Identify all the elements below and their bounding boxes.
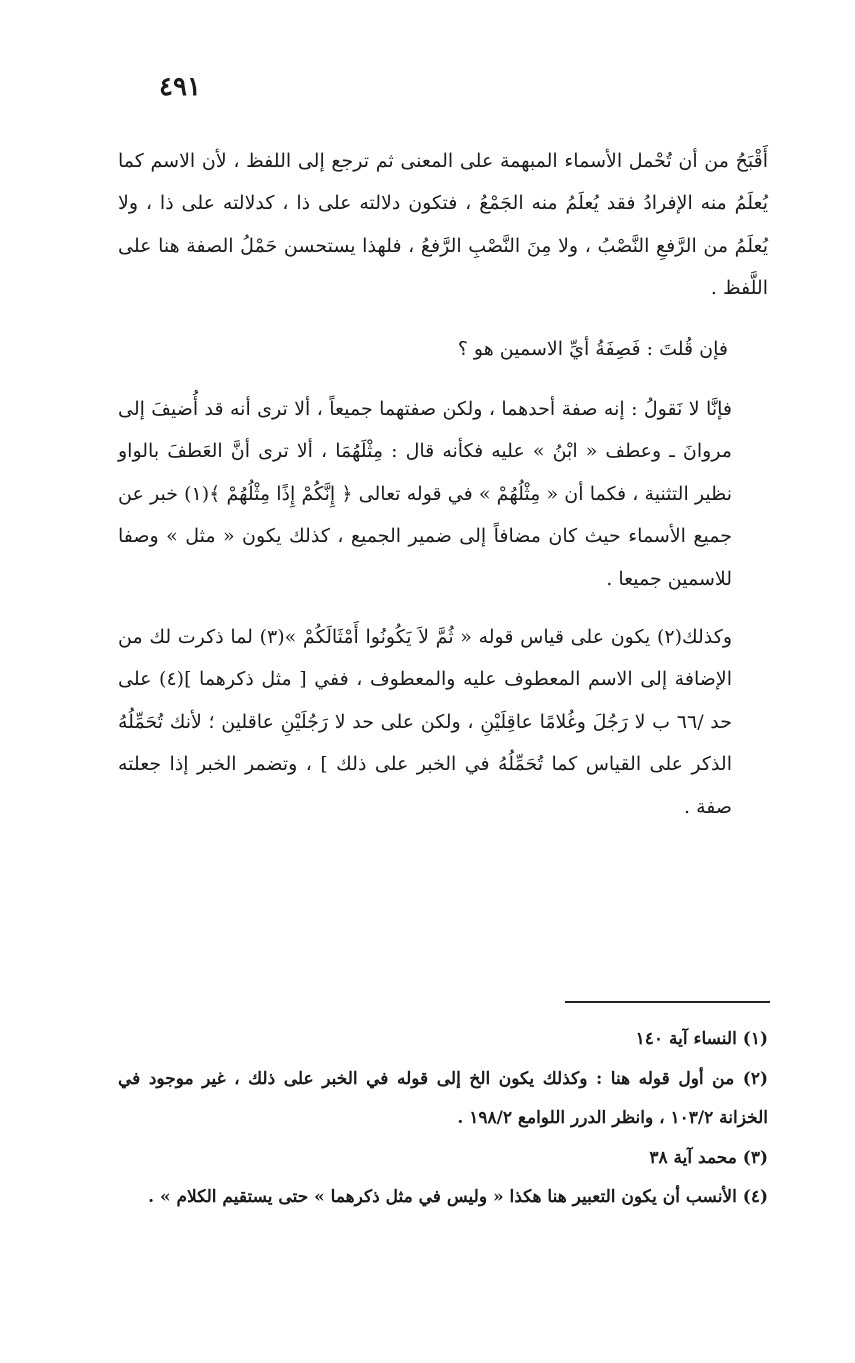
paragraph-4: وكذلك(٢) يكون على قياس قوله « ثُمَّ لاَ يَكُونُوا أَمْثَالَكُمْ »(٣) لما ذكرت لك من الإضافة إلى الاسم المعطوف عليه والمعطوف ، ففي [ مثل ذكرهما ](٤) على حد /٦٦ ب لا رَجُلَ وغُلامًا عاقِلَيْنِ ، ولكن على حد لا رَجُلَيْنِ عاقلين ؛ لأنك تُحَمِّلُهُ الذكر على القياس كما تُحَمِّلُهُ في الخبر على ذلك ] ، وتضمر الخبر إذا جعلته صفة . [118, 626, 733, 818]
paragraph-2: فإن قُلتَ : فَصِفَةُ أيِّ الاسمين هو ؟ [457, 337, 728, 360]
page-number: ٤٩١ [159, 72, 201, 102]
footnotes [118, 1020, 768, 1218]
main-text [118, 140, 768, 828]
footnote-3: (٣) محمد آية ٣٨ [649, 1147, 768, 1168]
footnote-1: (١) النساء آية ١٤٠ [635, 1029, 768, 1049]
footnote-2: (٢) من أول قوله هنا : وكذلك يكون الخ إلى قوله في الخبر على ذلك ، غير موجود في الخزانة ١٠٣/٢ ، وانظر الدرر اللوامع ١٩٨/٢ . [118, 1068, 768, 1128]
footnote-4: (٤) الأنسب أن يكون التعبير هنا هكذا « وليس في مثل ذكرهما » حتى يستقيم الكلام » . [148, 1187, 768, 1207]
paragraph-1: أَقْبَحُ من أن تُحْمل الأسماء المبهمة على المعنى ثم ترجع إلى اللفظ ، لأن الاسم كما يُعلَمُ منه الإفرادُ فقد يُعلَمُ منه الجَمْعُ ، فتكون دلالته على ذا ، كدلالته على ذا ، ولا يُعلَمُ من الرَّفعِ النَّصْبُ ، ولا مِنَ النَّصْبِ الرَّفعُ ، فلهذا يستحسن حَمْلُ الصفة هنا على اللَّفظ . [118, 150, 768, 300]
footnote-rule [565, 1001, 770, 1003]
paragraph-3: فإنَّا لا نَقولُ : إنه صفة أحدهما ، ولكن صفتهما جميعاً ، ألا ترى أنه قد أُضيفَ إلى مروانَ ـ وعطف « ابْنُ » عليه فكأنه قال : مِثْلَهُمَا ، ألا ترى أنَّ العَطفَ بالواو نظير التثنية ، فكما أن « مِثْلُهُمْ » في قوله تعالى ﴿ إِنَّكُمْ إِذًا مِثْلُهُمْ ﴾(١) خبر عن جميع الأسماء حيث كان مضافاً إلى ضمير الجميع ، كذلك يكون « مثل » وصفا للاسمين جميعا . [118, 398, 732, 590]
